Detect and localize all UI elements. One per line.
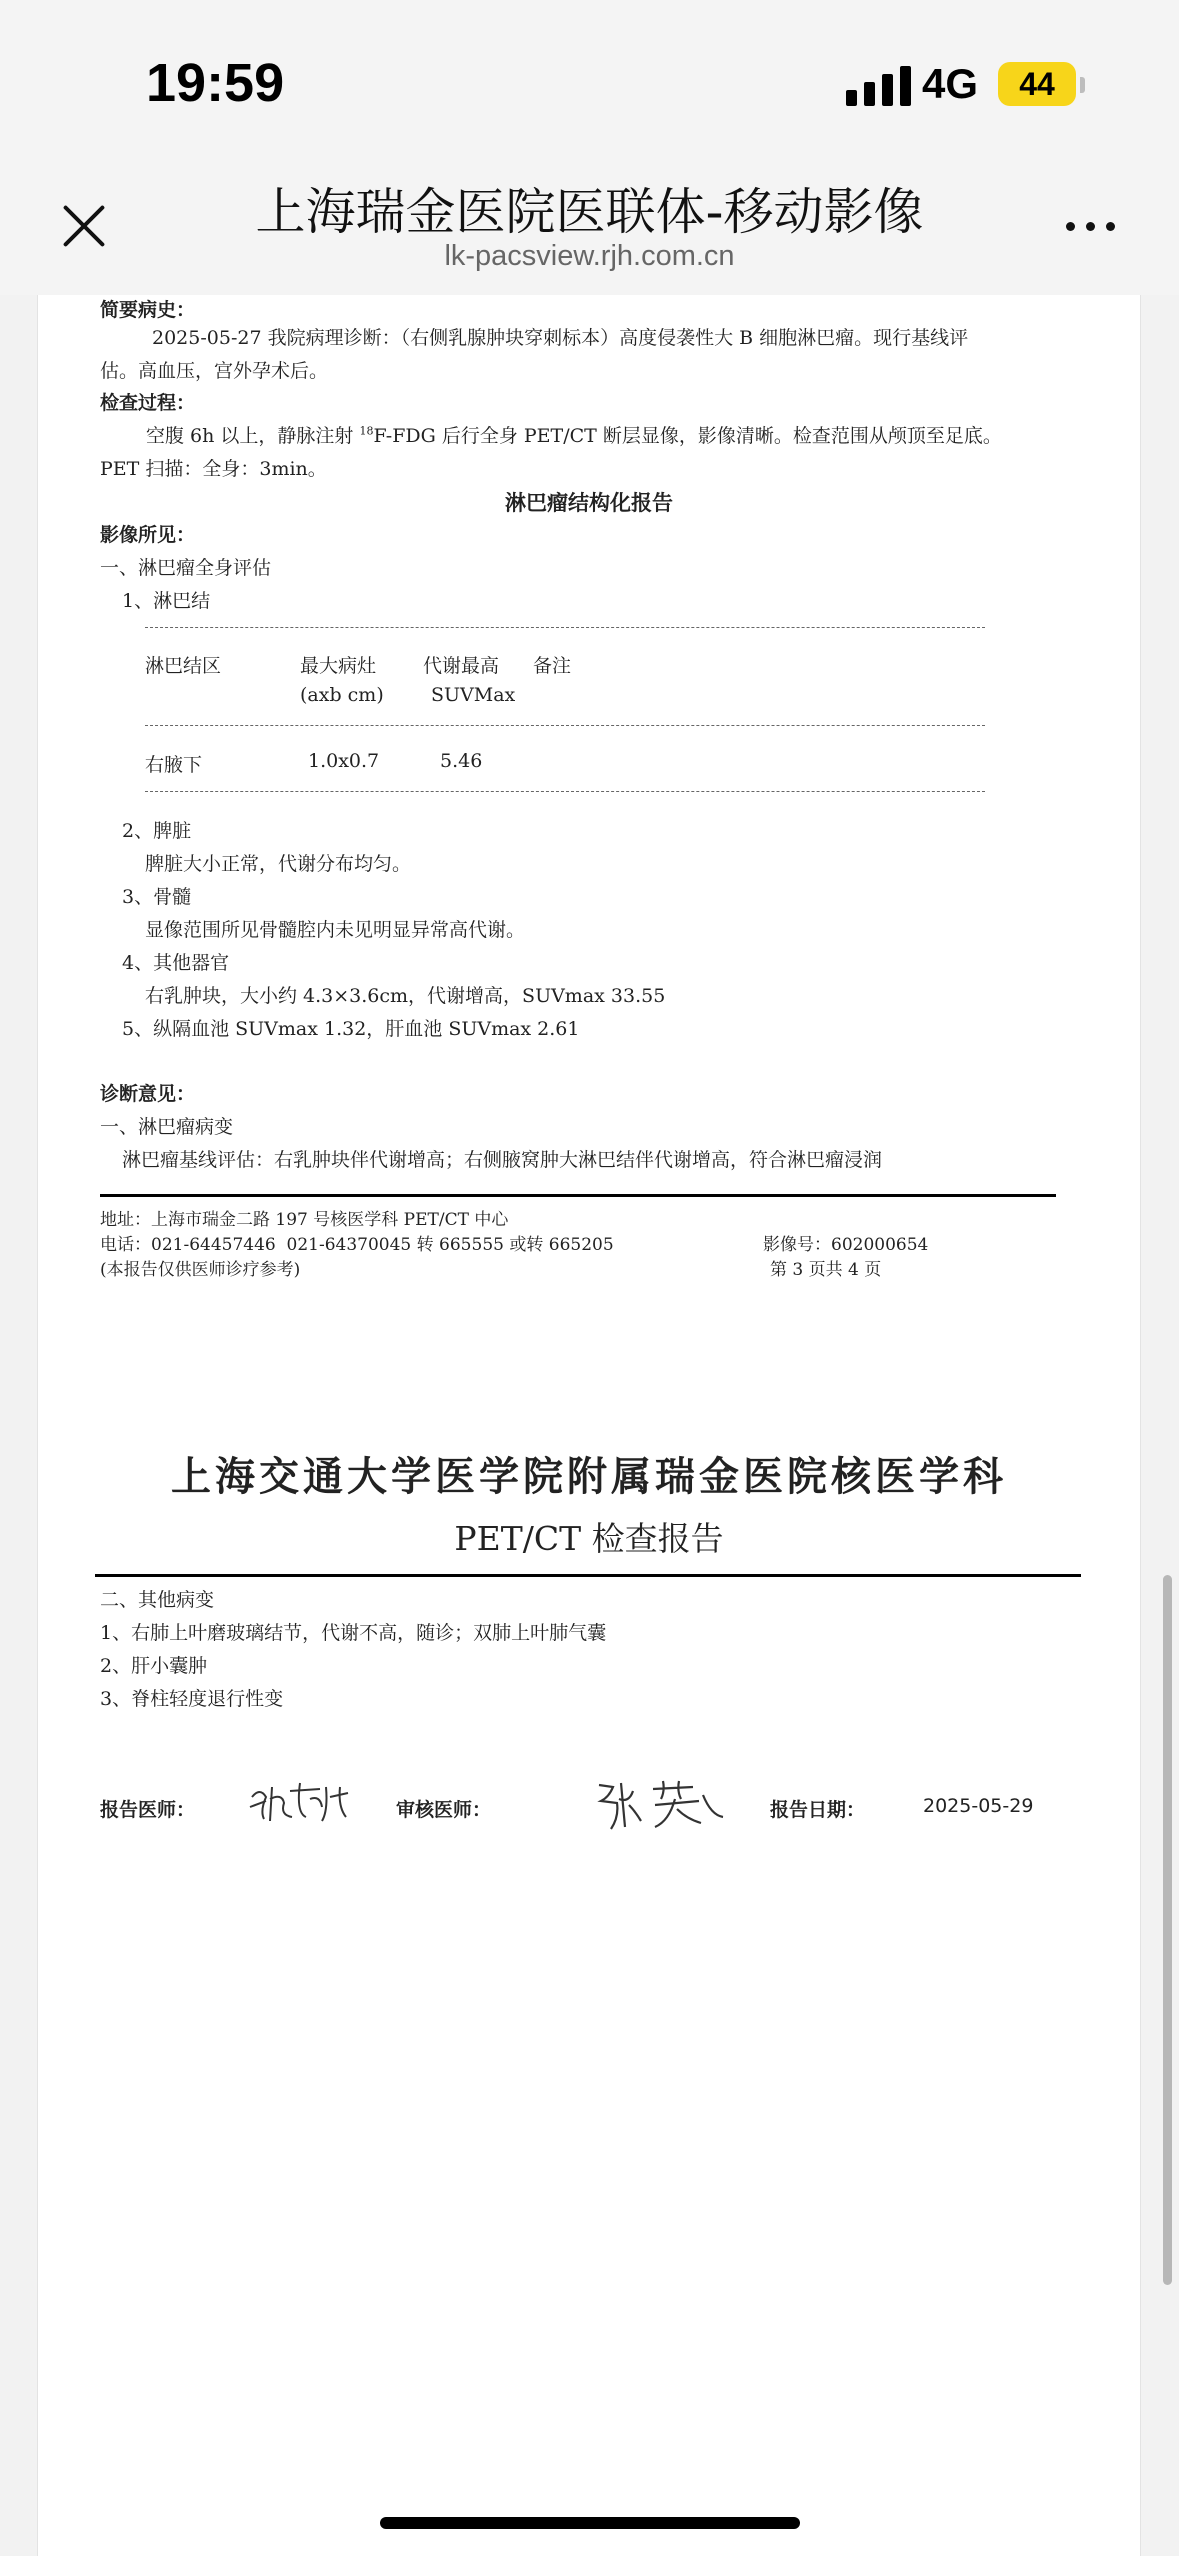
- table-divider: [145, 791, 985, 792]
- diagnosis-text: 淋巴瘤基线评估：右乳肿块伴代谢增高；右侧腋窝肿大淋巴结伴代谢增高，符合淋巴瘤浸润: [122, 1149, 883, 1171]
- report-document: [37, 295, 1141, 2556]
- report-date: 2025-05-29: [923, 1795, 1034, 1817]
- history-line: 估。高血压，宫外孕术后。: [100, 360, 329, 382]
- section-heading: 一、淋巴瘤全身评估: [100, 557, 272, 579]
- procedure-title: 检查过程：: [100, 392, 196, 414]
- other-organs-text: 右乳肿块，大小约 4.3×3.6cm，代谢增高，SUVmax 33.55: [145, 985, 666, 1007]
- other-lesion-item: 1、右肺上叶磨玻璃结节，代谢不高，随诊；双肺上叶肺气囊: [100, 1622, 607, 1644]
- home-indicator[interactable]: [380, 2517, 800, 2529]
- history-title: 简要病史：: [100, 299, 196, 321]
- marrow-text: 显像范围所见骨髓腔内未见明显异常高代谢。: [145, 919, 526, 941]
- procedure-text: 空腹 6h 以上，静脉注射: [146, 425, 360, 447]
- lymph-title: 1、淋巴结: [122, 590, 211, 612]
- procedure-text: F-FDG 后行全身 PET/CT 断层显像，影像清晰。检查范围从颅顶至足底。: [373, 425, 1002, 447]
- page-title: 上海瑞金医院医联体-移动影像: [255, 183, 924, 241]
- reporting-doctor-signature: [246, 1777, 356, 1827]
- other-lesions-title: 二、其他病变: [100, 1589, 215, 1611]
- header-rule: [95, 1574, 1081, 1577]
- report-title: PET/CT 检查报告: [454, 1519, 724, 1558]
- footer-rule: [100, 1194, 1056, 1197]
- battery-cap: [1080, 77, 1085, 93]
- other-organs-title: 4、其他器官: [122, 952, 230, 974]
- table-subheader-size: (axb cm): [300, 684, 384, 706]
- diagnosis-title: 诊断意见：: [100, 1083, 196, 1105]
- page-url: lk-pacsview.rjh.com.cn: [444, 240, 735, 272]
- footer-note: (本报告仅供医师诊疗参考): [100, 1260, 301, 1280]
- signal-icon: [846, 66, 911, 106]
- footer-page-number: 第 3 页共 4 页: [770, 1260, 882, 1280]
- table-header-size: 最大病灶: [300, 655, 377, 677]
- spleen-title: 2、脾脏: [122, 820, 192, 842]
- structured-report-title: 淋巴瘤结构化报告: [505, 490, 673, 515]
- other-lesion-item: 3、脊柱轻度退行性变: [100, 1688, 284, 1710]
- other-lesion-item: 2、肝小囊肿: [100, 1655, 208, 1677]
- reviewing-doctor-signature: [591, 1775, 731, 1835]
- footer-image-number: 影像号：602000654: [763, 1235, 929, 1255]
- table-header-suv: 代谢最高: [423, 655, 500, 677]
- table-cell-size: 1.0x0.7: [308, 750, 380, 772]
- scrollbar[interactable]: [1163, 1575, 1172, 2285]
- table-cell-region: 右腋下: [145, 754, 203, 776]
- spleen-text: 脾脏大小正常，代谢分布均匀。: [145, 853, 412, 875]
- reviewing-doctor-label: 审核医师：: [396, 1799, 492, 1821]
- marrow-title: 3、骨髓: [122, 886, 192, 908]
- blood-pool-text: 5、纵隔血池 SUVmax 1.32，肝血池 SUVmax 2.61: [122, 1018, 580, 1040]
- table-header-note: 备注: [533, 655, 572, 677]
- table-divider: [145, 725, 985, 726]
- findings-title: 影像所见：: [100, 524, 196, 546]
- battery-icon: 44: [998, 62, 1076, 106]
- procedure-line: [146, 421, 1002, 448]
- table-subheader-suv: SUVMax: [431, 684, 516, 706]
- institution-title: 上海交通大学医学院附属瑞金医院核医学科: [171, 1453, 1007, 1500]
- status-time: 19:59: [146, 53, 285, 113]
- diagnosis-section: 一、淋巴瘤病变: [100, 1116, 234, 1138]
- table-divider: [145, 627, 985, 628]
- footer-phone: 电话：021-64457446 021-64370045 转 665555 或转 665205: [100, 1235, 614, 1255]
- more-options-icon[interactable]: [1066, 222, 1115, 231]
- isotope-superscript: 18: [359, 424, 374, 438]
- procedure-line: PET 扫描：全身：3min。: [100, 458, 327, 480]
- reporting-doctor-label: 报告医师：: [100, 1799, 196, 1821]
- footer-address: 地址：上海市瑞金二路 197 号核医学科 PET/CT 中心: [100, 1210, 509, 1230]
- report-date-label: 报告日期：: [770, 1799, 866, 1821]
- history-line: 2025-05-27 我院病理诊断：（右侧乳腺肿块穿刺标本）高度侵袭性大 B 细胞淋巴瘤。现行基线评: [152, 327, 969, 349]
- network-type: 4G: [922, 60, 979, 107]
- table-cell-suv: 5.46: [440, 750, 483, 772]
- table-header-region: 淋巴结区: [145, 655, 222, 677]
- top-bar: [0, 0, 1179, 295]
